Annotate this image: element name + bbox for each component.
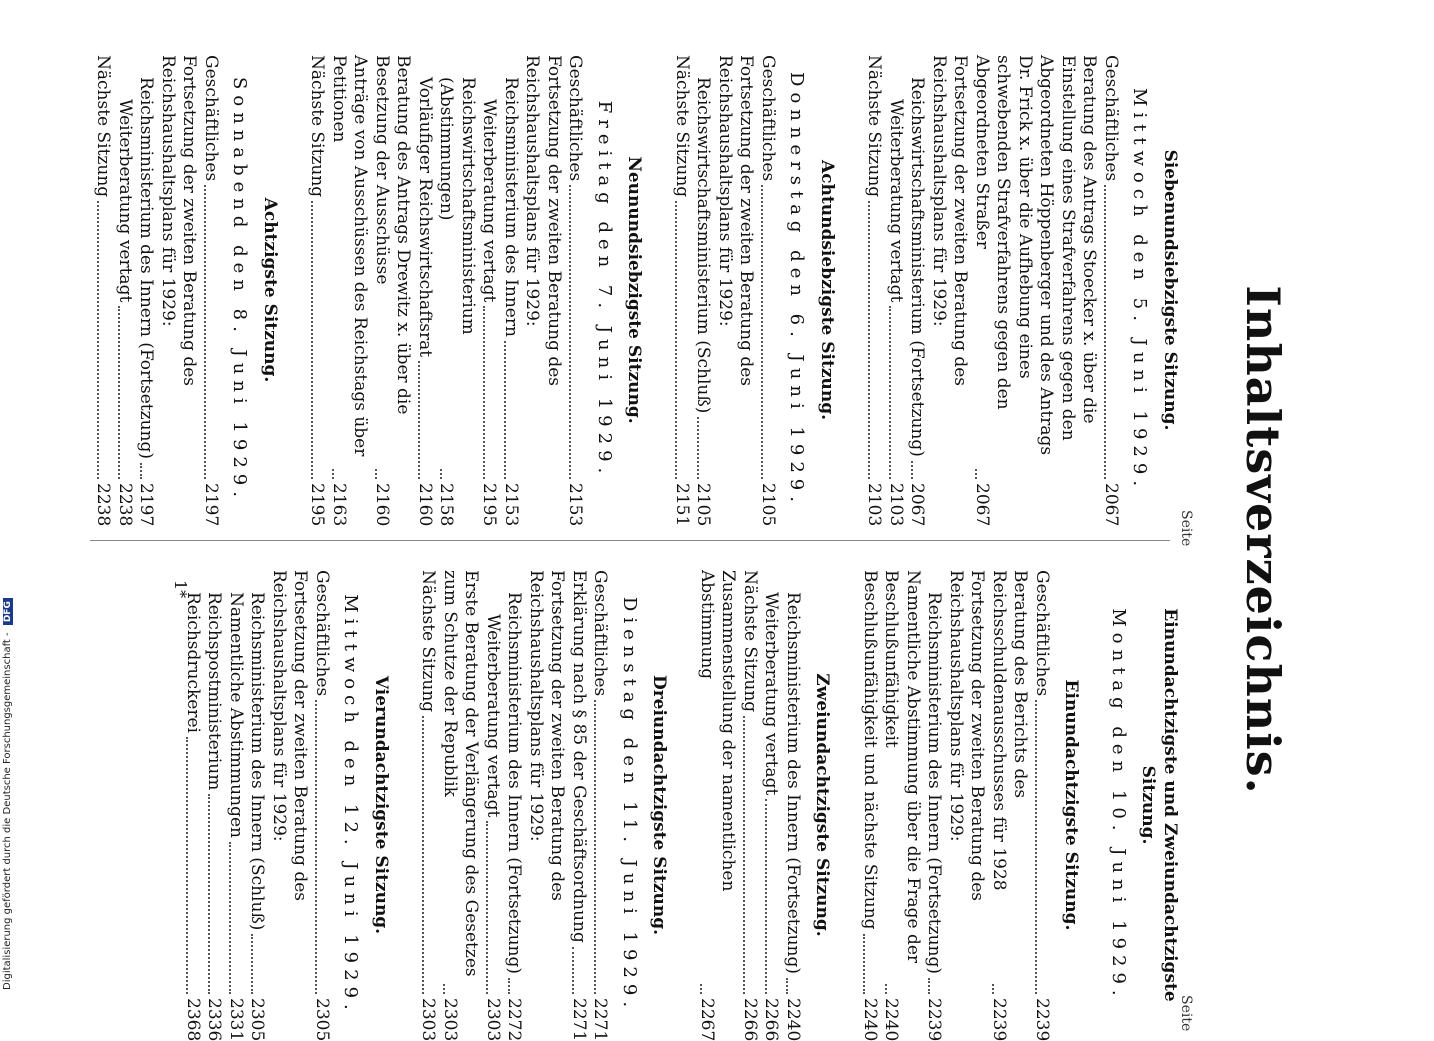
- toc-entry-text: Beratung des Antrags Stoecker x. über die Einstellung eines Strafverfahrens gegen den Abgeordneten Höppenberger und des Antrags Dr. Frick x. über die Aufhebung eines schwebenden Strafverfahrens gegen den Abgeordneten Straßer: [972, 55, 1100, 456]
- toc-page-number: 2239: [1032, 998, 1052, 1041]
- toc-page-number: 2105: [693, 483, 714, 527]
- dot-leader: [208, 794, 210, 994]
- toc-page-number: 2267: [697, 998, 717, 1041]
- dfg-logo: DFG: [3, 598, 13, 625]
- toc-page-number: 2239: [989, 998, 1009, 1041]
- toc-entry: [928, 55, 971, 525]
- session-block: [92, 55, 280, 525]
- toc-entry: [906, 55, 928, 525]
- toc-page-number: 2303: [418, 998, 439, 1041]
- toc-entry: [482, 570, 504, 1040]
- toc-entry: [439, 570, 482, 1040]
- toc-page-number: 2197: [136, 483, 157, 527]
- session-date: Mittwoch den 5. Juni 1929.: [1129, 87, 1151, 493]
- dot-leader: [97, 201, 99, 479]
- toc-entry: [885, 55, 907, 525]
- toc-entry-text: Geschäftliches: [201, 55, 221, 182]
- dot-leader: [868, 201, 870, 479]
- toc-entry: [203, 570, 225, 1040]
- toc-entry: [525, 570, 568, 1040]
- toc-page-number: 2272: [504, 998, 525, 1041]
- toc-entry: [500, 55, 522, 525]
- dot-leader: [885, 984, 887, 994]
- dot-leader: [140, 463, 142, 479]
- dot-leader: [744, 716, 746, 994]
- toc-entry-text: Beratung des Berichts des Reichsschuldenausschusses für 1928: [989, 570, 1031, 891]
- toc-entry: [760, 570, 782, 1040]
- toc-entry: [157, 55, 200, 525]
- dot-leader: [1105, 185, 1107, 479]
- toc-page-number: 2197: [201, 483, 221, 527]
- dot-leader: [230, 842, 232, 994]
- toc-page-number: 2151: [672, 483, 692, 527]
- dot-leader: [205, 185, 207, 479]
- toc-entry: [589, 570, 611, 1040]
- toc-entry-text: Geschäftliches: [758, 55, 778, 182]
- column-divider: [90, 540, 1170, 541]
- session-block: [863, 55, 1180, 525]
- page-column-label-left: Seite: [1178, 510, 1194, 547]
- left-column: [66, 55, 1180, 525]
- session-block: [182, 570, 392, 1040]
- digitization-note-text: Digitalisierung gefördert durch die Deutsche Forschungsgemeinschaft -: [2, 632, 13, 990]
- toc-entry: [739, 570, 761, 1040]
- dot-leader: [487, 821, 489, 994]
- toc-entry-text: Fortsetzung der zweiten Beratung des Reichshaushaltsplans für 1929:: [946, 570, 988, 902]
- toc-entry-text: Weiterberatung vertagt: [479, 99, 500, 303]
- dot-leader: [508, 978, 510, 994]
- toc-entry: [135, 55, 157, 525]
- toc-entry-text: Erklärung nach § 85 der Geschäftsordnung: [569, 570, 589, 943]
- session-title: Einundachtzigste Sitzung.: [1061, 679, 1082, 931]
- dot-leader: [187, 737, 189, 994]
- dot-leader: [701, 984, 703, 994]
- toc-entry: [859, 570, 881, 1040]
- dot-leader: [483, 306, 485, 479]
- toc-entry: [1031, 570, 1053, 1040]
- toc-page-number: 2271: [590, 998, 611, 1041]
- session-title: Vierundachtzigste Sitzung.: [371, 675, 391, 935]
- toc-entry-text: Nächste Sitzung: [864, 55, 885, 198]
- toc-entry-text: Reichsministerium des Innern (Fortsetzung): [504, 592, 525, 974]
- toc-entry-text: Weiterberatung vertagt: [483, 614, 503, 818]
- toc-entry: [371, 55, 414, 525]
- toc-entry: [225, 570, 247, 1040]
- dot-leader: [376, 469, 378, 479]
- index-page: [93, 40, 1290, 1041]
- toc-entry: [863, 55, 885, 525]
- digitization-note: [2, 598, 13, 990]
- toc-entry-text: Reichsdruckerei: [183, 592, 203, 733]
- toc-entry-text: Beschlußunfähigkeit und nächste Sitzung: [860, 570, 880, 930]
- toc-entry-text: Weiterberatung vertagt: [886, 99, 906, 303]
- dot-leader: [316, 700, 318, 994]
- toc-page-number: 2158: [436, 483, 457, 527]
- session-title: Zweiundachtzigste Sitzung.: [812, 673, 833, 937]
- toc-page-number: 2303: [483, 998, 503, 1041]
- toc-entry-text: Erste Beratung der Verlängerung des Gesetzes zum Schutze der Republik: [440, 570, 482, 977]
- toc-entry: [757, 55, 779, 525]
- toc-page-number: 2331: [226, 998, 246, 1041]
- session-title: Achtundsiebzigste Sitzung.: [817, 159, 837, 420]
- dot-leader: [993, 984, 995, 994]
- session-date: Dienstag den 11. Juni 1929.: [619, 596, 640, 1014]
- toc-page-number: 2240: [783, 998, 803, 1041]
- toc-entry: [782, 570, 804, 1040]
- session-date: Freitag den 7. Juni 1929.: [594, 100, 615, 480]
- toc-page-number: 2160: [372, 483, 392, 527]
- right-column: [156, 570, 1181, 1040]
- toc-entry: [417, 570, 439, 1040]
- toc-page-number: 2163: [329, 483, 349, 527]
- toc-page-number: 2103: [864, 483, 885, 527]
- dot-leader: [911, 461, 913, 479]
- toc-entry: [1100, 55, 1122, 525]
- toc-page-number: 2195: [307, 483, 328, 527]
- toc-entry-text: Reichsministerium des Innern (Schluß): [247, 592, 268, 931]
- toc-entry-text: Reichswirtschaftsministerium (Abstimmungen): [436, 77, 478, 335]
- dot-leader: [594, 700, 596, 994]
- toc-page-number: 2266: [761, 998, 782, 1041]
- session-block: [859, 570, 1082, 1040]
- toc-entry: [564, 55, 586, 525]
- dot-leader: [119, 306, 121, 479]
- toc-entry: [503, 570, 525, 1040]
- toc-entry-text: Weiterberatung vertagt: [761, 592, 782, 796]
- dot-leader: [569, 185, 571, 479]
- toc-page-number: 2303: [440, 998, 460, 1041]
- toc-page-number: 2238: [93, 483, 114, 527]
- session-block: [696, 570, 833, 1040]
- dot-leader: [333, 469, 335, 479]
- session-block: [417, 570, 670, 1040]
- dot-leader: [765, 799, 767, 994]
- toc-page-number: 2195: [479, 483, 500, 527]
- toc-page-number: 2153: [501, 483, 521, 527]
- toc-entry-text: Geschäftliches: [1101, 55, 1121, 182]
- session-title: Siebenundsiebzigste Sitzung.: [1160, 149, 1180, 431]
- dot-leader: [890, 306, 892, 479]
- toc-page-number: 2305: [247, 998, 268, 1041]
- toc-entry: [521, 55, 564, 525]
- toc-entry: [923, 570, 945, 1040]
- dot-leader: [440, 469, 442, 479]
- toc-entry: [696, 570, 739, 1040]
- toc-entry-text: Weiterberatung vertagt: [115, 99, 135, 303]
- toc-entry-text: Geschäftliches: [1032, 570, 1052, 697]
- session-date: Donnerstag den 6. Juni 1929.: [786, 72, 808, 508]
- dot-leader: [422, 716, 424, 994]
- toc-entry-text: Geschäftliches: [565, 55, 586, 182]
- toc-entry-text: Nächste Sitzung: [672, 55, 692, 198]
- dot-leader: [697, 417, 699, 479]
- toc-entry-text: Reichsministerium des Innern (Fortsetzung): [136, 77, 157, 459]
- toc-page-number: 2305: [312, 998, 332, 1041]
- toc-entry: [945, 570, 988, 1040]
- dot-leader: [444, 984, 446, 994]
- toc-entry-text: Geschäftliches: [312, 570, 332, 697]
- toc-entry-text: Nächste Sitzung: [93, 55, 114, 198]
- toc-entry-text: Reichsministerium des Innern (Fortsetzung): [783, 592, 803, 974]
- toc-entry-text: Namentliche Abstimmungen: [226, 592, 246, 838]
- toc-page-number: 2336: [204, 998, 225, 1041]
- dot-leader: [1036, 700, 1038, 994]
- toc-entry-text: Reichspostministerium: [204, 592, 225, 791]
- toc-page-number: 2067: [1101, 483, 1121, 527]
- toc-page-number: 2103: [886, 483, 906, 527]
- toc-entry-text: Reichsministerium des Innern: [501, 77, 521, 337]
- toc-entry: [200, 55, 222, 525]
- toc-entry: [306, 55, 328, 525]
- toc-entry-text: Zusammenstellung der namentlichen Abstimmung: [697, 570, 739, 892]
- toc-entry: [568, 570, 590, 1040]
- toc-entry: [92, 55, 114, 525]
- toc-entry-text: Anträge von Ausschüssen des Reichstags über Petitionen: [329, 55, 371, 457]
- toc-entry-text: Reichswirtschaftsministerium (Schluß): [693, 77, 714, 414]
- toc-entry: [692, 55, 714, 525]
- toc-entry-text: Nächste Sitzung: [418, 570, 439, 713]
- toc-entry-text: Nächste Sitzung: [307, 55, 328, 198]
- dot-leader: [787, 978, 789, 994]
- toc-page-number: 2239: [924, 998, 945, 1041]
- toc-entry-text: Vorläufiger Reichswirtschaftsrat: [415, 77, 435, 358]
- toc-entry-text: Fortsetzung der zweiten Beratung des Reichshaushaltsplans für 1929:: [522, 55, 564, 387]
- toc-page-number: 2266: [740, 998, 760, 1041]
- toc-entry: [311, 570, 333, 1040]
- toc-entry-text: Namentliche Abstimmung über die Frage der Beschlußunfähigkeit: [881, 570, 923, 964]
- toc-entry-text: Geschäftliches: [590, 570, 611, 697]
- toc-page-number: 2240: [881, 998, 902, 1041]
- session-title: Achtzigste Sitzung.: [260, 197, 280, 383]
- toc-entry: [268, 570, 311, 1040]
- toc-entry-text: Beratung des Antrags Drewitz x. über die Besetzung der Ausschüsse: [372, 55, 414, 415]
- toc-page-number: 2067: [907, 483, 928, 527]
- toc-entry-text: Fortsetzung der zweiten Beratung des Reichshaushaltsplans für 1929:: [158, 55, 200, 387]
- page-title: Inhaltsverzeichnis.: [1236, 285, 1290, 795]
- toc-page-number: 2368: [183, 998, 203, 1041]
- toc-entry: [880, 570, 923, 1040]
- toc-entry: [971, 55, 1100, 525]
- session-date: Sonnabend den 8. Juni 1929.: [229, 77, 251, 503]
- session-block: [671, 55, 838, 525]
- toc-page-number: 2238: [115, 483, 135, 527]
- toc-entry: [435, 55, 478, 525]
- session-title: Dreiundachtzigste Sitzung.: [649, 674, 670, 936]
- dot-leader: [311, 201, 313, 479]
- toc-entry-text: Fortsetzung der zweiten Beratung des Reichshaushaltsplans für 1929:: [269, 570, 311, 902]
- toc-page-number: 2153: [565, 483, 586, 527]
- toc-entry-text: Reichswirtschaftsministerium (Fortsetzung): [907, 77, 928, 457]
- dot-leader: [419, 361, 421, 479]
- toc-entry: [414, 55, 436, 525]
- dot-leader: [976, 469, 978, 479]
- toc-entry: [182, 570, 204, 1040]
- page-column-label-right: Seite: [1178, 995, 1194, 1032]
- toc-page-number: 2271: [569, 998, 589, 1041]
- dot-leader: [573, 947, 575, 994]
- toc-entry: [714, 55, 757, 525]
- toc-entry-text: Fortsetzung der zweiten Beratung des Reichshaushaltsplans für 1929:: [929, 55, 971, 387]
- toc-entry: [478, 55, 500, 525]
- toc-page-number: 2240: [860, 998, 880, 1041]
- toc-page-number: 2160: [415, 483, 435, 527]
- page-signature-mark: 1*: [171, 580, 190, 599]
- toc-entry-text: Nächste Sitzung: [740, 570, 760, 713]
- toc-entry-text: Fortsetzung der zweiten Beratung des Reichshaushaltsplans für 1929:: [715, 55, 757, 387]
- dot-leader: [762, 185, 764, 479]
- toc-entry: [328, 55, 371, 525]
- session-date: Montag den 10. Juni 1929.: [1108, 608, 1129, 1002]
- session-title: Neunundsiebzigste Sitzung.: [624, 156, 645, 424]
- toc-entry: [114, 55, 136, 525]
- dot-leader: [505, 341, 507, 479]
- toc-entry-text: Fortsetzung der zweiten Beratung des Reichshaushaltsplans für 1929:: [526, 570, 568, 902]
- session-title: Einundachtzigste und Zweiundachtzigste Sitzung.: [1138, 608, 1180, 1002]
- toc-page-number: 2067: [972, 483, 992, 527]
- dot-leader: [676, 201, 678, 479]
- toc-page-number: 2105: [758, 483, 778, 527]
- toc-entry-text: Reichsministerium des Innern (Fortsetzung): [924, 592, 945, 974]
- toc-entry: [246, 570, 268, 1040]
- session-block: [1108, 570, 1181, 1040]
- dot-leader: [864, 934, 866, 994]
- dot-leader: [251, 934, 253, 994]
- digitization-sidebar: [0, 0, 18, 1000]
- toc-entry: [671, 55, 693, 525]
- session-date: Mittwoch den 12. Juni 1929.: [340, 594, 362, 1016]
- toc-entry: [988, 570, 1031, 1040]
- dot-leader: [928, 978, 930, 994]
- session-block: [306, 55, 645, 525]
